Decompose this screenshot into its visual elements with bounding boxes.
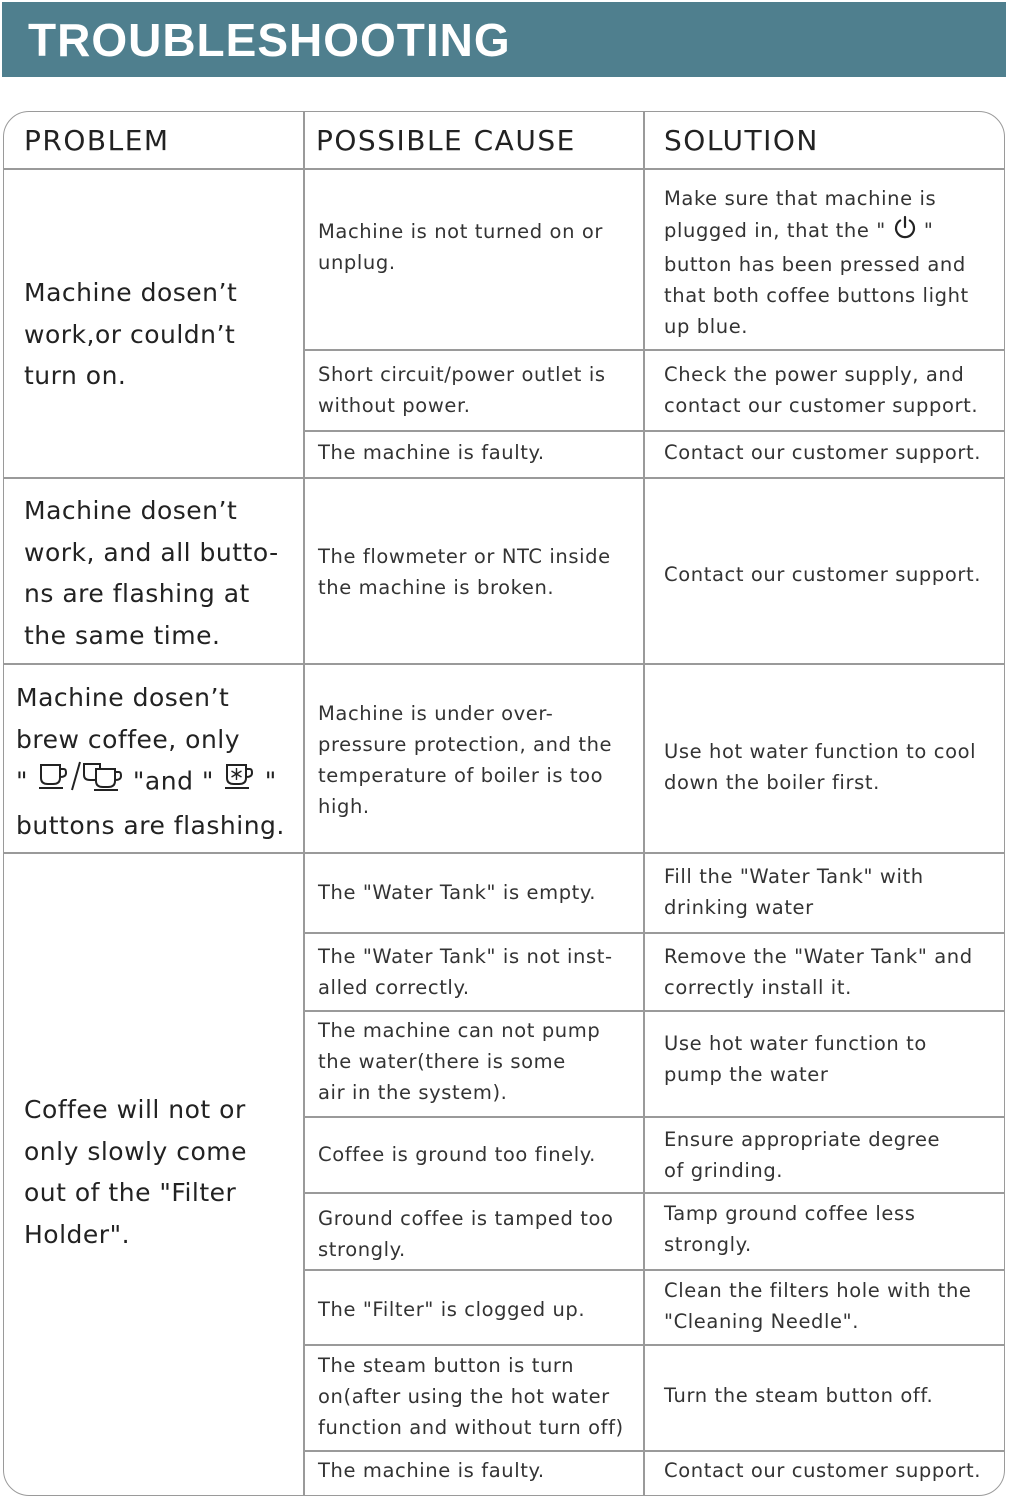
cause-cell: Machine is under over- pressure protection, and the temperature of boiler is too high. [318,702,613,818]
page-title: TROUBLESHOOTING [28,14,511,66]
cause-cell: The "Water Tank" is not inst- alled correctly. [318,945,613,999]
problem-cell: Machine dosen’t work,or couldn’t turn on. [24,278,238,390]
hot-water-cup-icon [222,761,256,804]
solution-cell: Contact our customer support. [664,1459,982,1482]
column-divider [643,112,645,1496]
row-divider [303,430,1005,432]
cause-cell: The machine is faulty. [318,441,545,464]
cause-cell: The "Filter" is clogged up. [318,1298,586,1321]
cause-cell: The machine can not pump the water(there is some air in the system). [318,1019,601,1104]
cause-cell: The machine is faulty. [318,1459,545,1482]
icon-line: " "and " " [16,760,285,805]
solution-cell: Fill the "Water Tank" with drinking water [664,865,924,919]
double-cup-icon [82,761,124,804]
header-possible-cause: POSSIBLE CAUSE [316,124,576,157]
slash-separator-icon [70,760,82,805]
row-divider [4,663,1005,665]
cause-cell: Coffee is ground too finely. [318,1143,596,1166]
solution-cell: Remove the "Water Tank" and correctly install it. [664,945,973,999]
solution-cell: Check the power supply, and contact our customer support. [664,363,979,417]
problem-cell: Machine dosen’t brew coffee, only " "and " " buttons are flashing. [16,683,285,840]
solution-cell: Tamp ground coffee less strongly. [664,1202,916,1256]
power-icon [892,214,918,249]
solution-cell: Make sure that machine is plugged in, that the " " button has been pressed and that both coffee buttons light up blue. [664,187,969,338]
row-divider [303,1116,1005,1118]
cause-cell: Ground coffee is tamped too strongly. [318,1207,614,1261]
cause-cell: Machine is not turned on or unplug. [318,220,603,274]
row-divider [303,1269,1005,1271]
cause-cell: Short circuit/power outlet is without power. [318,363,606,417]
troubleshooting-table [3,111,1005,1496]
row-divider [303,932,1005,934]
row-divider [4,477,1005,479]
row-divider [4,168,1005,170]
row-divider [303,1344,1005,1346]
solution-cell: Turn the steam button off. [664,1384,934,1407]
solution-cell: Contact our customer support. [664,563,982,586]
problem-cell: Machine dosen’t work, and all butto- ns are flashing at the same time. [24,496,279,650]
cause-cell: The flowmeter or NTC inside the machine is broken. [318,545,611,599]
solution-cell: Use hot water function to cool down the boiler first. [664,740,977,794]
title-banner [2,2,1006,77]
header-problem: PROBLEM [24,124,170,157]
row-divider [303,1010,1005,1012]
cause-cell: The steam button is turn on(after using the hot water function and without turn off) [318,1354,624,1439]
row-divider [4,852,1005,854]
header-solution: SOLUTION [664,124,819,157]
row-divider [303,349,1005,351]
solution-cell: Clean the filters hole with the "Cleaning Needle". [664,1279,972,1333]
solution-cell: Contact our customer support. [664,441,982,464]
solution-cell: Use hot water function to pump the water [664,1032,927,1086]
solution-cell: Ensure appropriate degree of grinding. [664,1128,941,1182]
single-cup-icon [36,761,70,804]
cause-cell: The "Water Tank" is empty. [318,881,597,904]
row-divider [303,1192,1005,1194]
column-divider [303,112,305,1496]
problem-cell: Coffee will not or only slowly come out of the "Filter Holder". [24,1095,248,1249]
row-divider [303,1450,1005,1452]
